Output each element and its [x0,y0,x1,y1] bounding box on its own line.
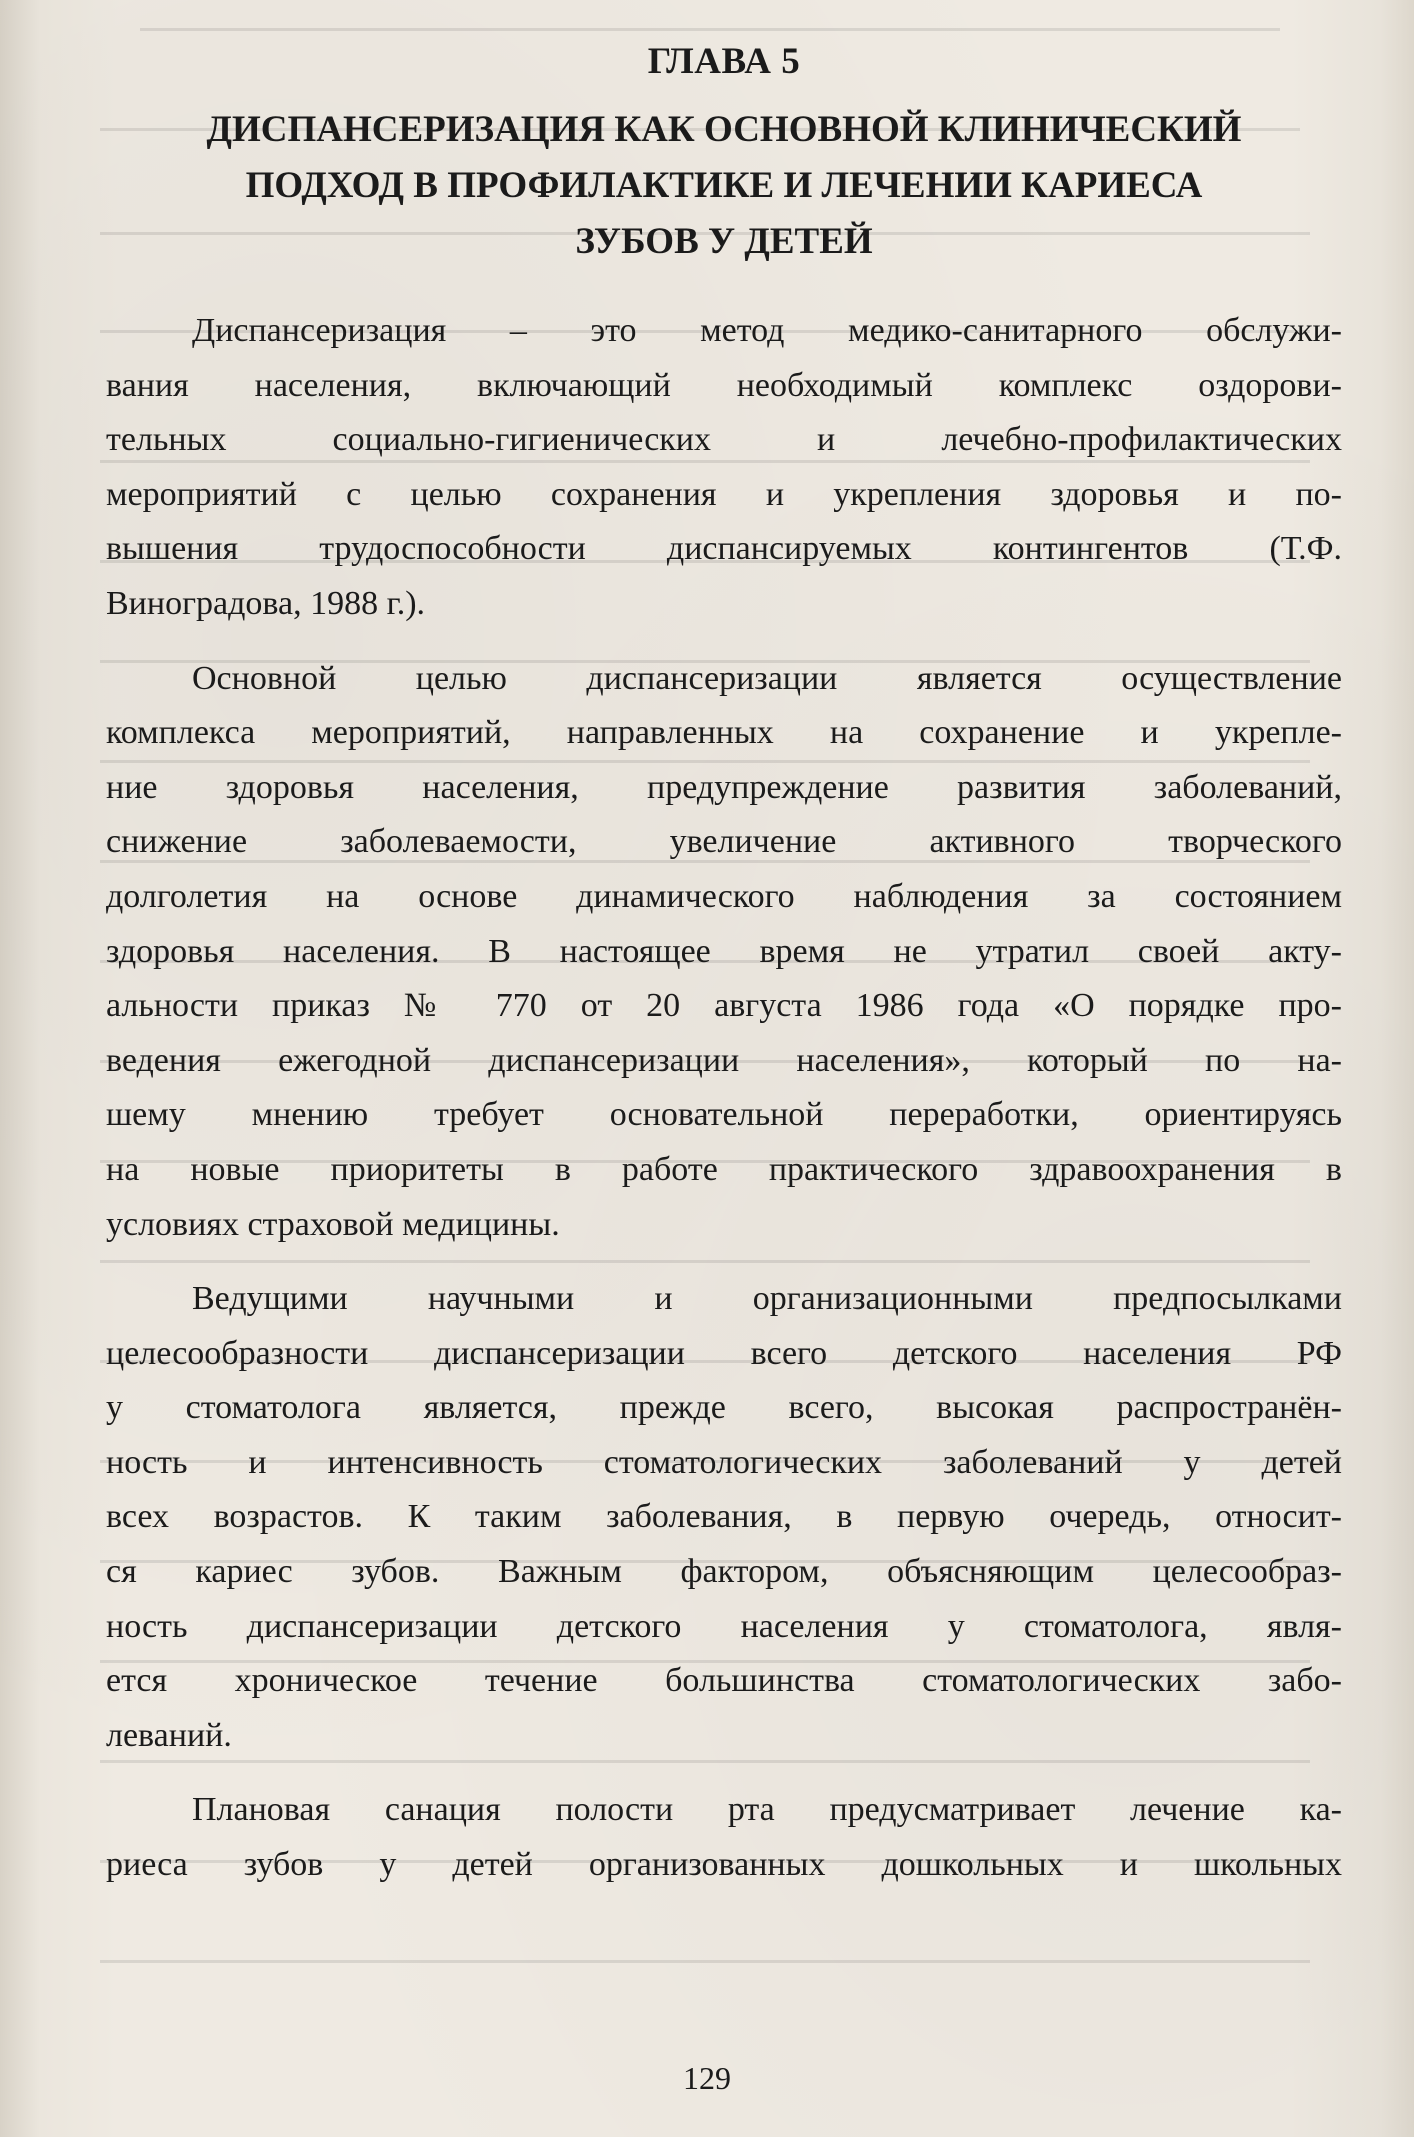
paragraph-goal [106,652,1342,1253]
page-number: 129 [683,2060,731,2096]
text-line: Виноградова, 1988 г.). [106,584,426,622]
text-line: ность диспансеризации детского населения у стоматолога, явля- [106,1607,1342,1645]
text-line: тельных социально-гигиенических и лечебно-профилактических [106,421,1342,459]
text-line: леваний. [106,1716,232,1754]
text-line: снижение заболеваемости, увеличение активного творческого [106,823,1342,861]
text-line: долголетия на основе динамического наблюдения за состоянием [106,877,1342,915]
text-line: у стоматолога является, прежде всего, высокая распространён- [106,1389,1342,1427]
text-line: ведения ежегодной диспансеризации населения», который по на- [106,1041,1342,1079]
text-line: вания населения, включающий необходимый комплекс оздорови- [106,366,1342,404]
text-line: здоровья населения. В настоящее время не утратил своей акту- [106,932,1342,970]
text-line: на новые приоритеты в работе практического здравоохранения в [106,1150,1342,1188]
text-line: шему мнению требует основательной переработки, ориентируясь [106,1096,1342,1134]
text-line: Ведущими научными и организационными предпосылками [192,1280,1342,1318]
text-line: альности приказ № 770 от 20 августа 1986 года «О порядке про- [106,987,1342,1025]
chapter-title-line: ДИСПАНСЕРИЗАЦИЯ КАК ОСНОВНОЙ КЛИНИЧЕСКИЙ [206,109,1242,150]
text-line: условиях страховой медицины. [106,1205,560,1243]
chapter-title-line: ПОДХОД В ПРОФИЛАКТИКЕ И ЛЕЧЕНИИ КАРИЕСА [245,165,1203,206]
text-line: целесообразности диспансеризации всего детского населения РФ [106,1334,1342,1372]
paragraph-definition [106,304,1342,632]
text-line: ется хроническое течение большинства стоматологических забо- [106,1662,1342,1700]
page-content [106,34,1342,1913]
text-line: ность и интенсивность стоматологических заболеваний у детей [106,1443,1342,1481]
chapter-label: ГЛАВА 5 [647,41,801,82]
text-line: мероприятий с целью сохранения и укрепления здоровья и по- [106,475,1342,513]
paragraph-sanation [106,1783,1342,1892]
paragraph-prerequisites [106,1272,1342,1763]
text-line: вышения трудоспособности диспансируемых контингентов (Т.Ф. [106,530,1342,568]
text-line: комплекса мероприятий, направленных на сохранение и укрепле- [106,714,1342,752]
text-line: риеса зубов у детей организованных дошкольных и школьных [106,1846,1342,1884]
text-line: всех возрастов. К таким заболевания, в первую очередь, относит- [106,1498,1342,1536]
text-line: ние здоровья населения, предупреждение развития заболеваний, [106,768,1342,806]
chapter-title [106,102,1342,270]
text-line: ся кариес зубов. Важным фактором, объясняющим целесообраз- [106,1553,1342,1591]
text-line: Плановая санация полости рта предусматривает лечение ка- [192,1791,1342,1829]
chapter-title-line: ЗУБОВ У ДЕТЕЙ [575,221,873,262]
text-line: Основной целью диспансеризации является осуществление [192,659,1342,697]
text-line: Диспансеризация – это метод медико-санитарного обслужи- [192,312,1342,349]
